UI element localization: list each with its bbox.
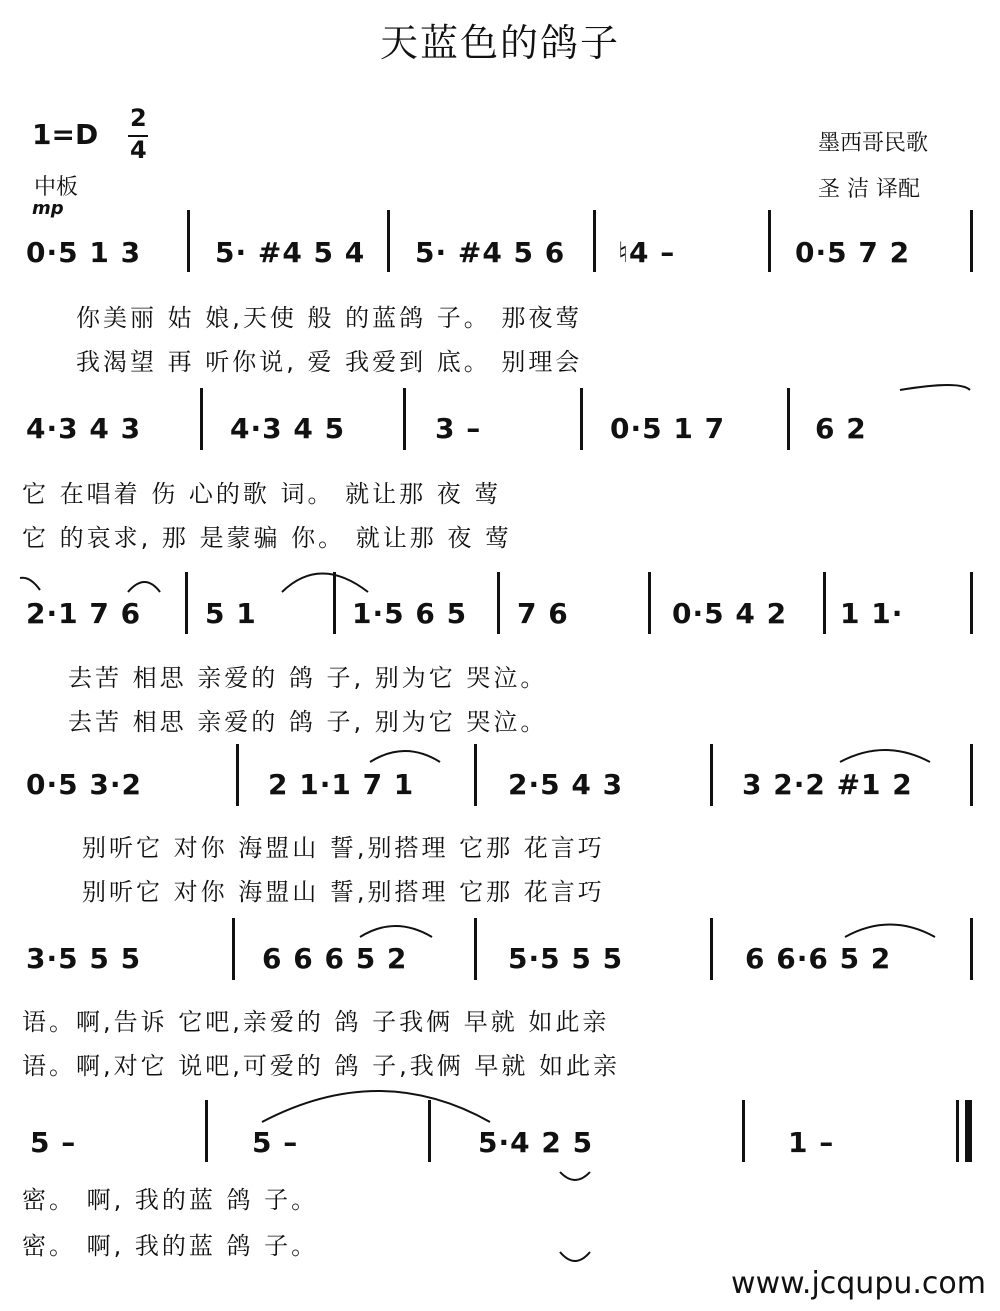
measure: 0·5 1 3 xyxy=(26,236,142,269)
measure: 0·5 3·2 xyxy=(26,768,142,801)
time-signature-bottom: 4 xyxy=(130,136,147,164)
lyric-line: 密。 啊, 我的蓝 鸽 子。 xyxy=(22,1186,319,1214)
slur xyxy=(370,751,440,762)
slur xyxy=(262,1091,490,1122)
measure: 0·5 4 2 xyxy=(672,597,788,630)
slur xyxy=(900,385,970,390)
lyric-slur xyxy=(560,1252,590,1261)
watermark: www.jcqupu.com xyxy=(731,1266,986,1301)
measure: ♮4 – xyxy=(618,236,676,269)
measure: 6 2 xyxy=(815,412,867,445)
lyric-line: 语。啊,对它 说吧,可爱的 鸽 子,我俩 早就 如此亲 xyxy=(22,1052,621,1080)
measure: 4·3 4 3 xyxy=(26,412,142,445)
lyric-line: 你美丽 姑 娘,天使 般 的蓝鸽 子。 那夜莺 xyxy=(76,304,583,332)
lyric-slur xyxy=(560,1172,590,1180)
credit-origin: 墨西哥民歌 xyxy=(818,131,929,156)
measure: 6 6·6 5 2 xyxy=(745,942,892,975)
measure: 5· #4 5 6 xyxy=(415,236,566,269)
slur xyxy=(840,750,930,762)
credit-translator: 圣 洁 译配 xyxy=(818,177,920,202)
measure: 3 2·2 #1 2 xyxy=(742,768,913,801)
lyric-line: 别听它 对你 海盟山 誓,别搭理 它那 花言巧 xyxy=(82,878,605,906)
lyric-line: 去苦 相思 亲爱的 鸽 子, 别为它 哭泣。 xyxy=(68,664,548,692)
measure: 3·5 5 5 xyxy=(26,942,142,975)
lyric-line: 我渴望 再 听你说, 爱 我爱到 底。 别理会 xyxy=(76,348,583,376)
measure: 7 6 xyxy=(517,597,569,630)
slur xyxy=(282,574,368,593)
lyric-line: 去苦 相思 亲爱的 鸽 子, 别为它 哭泣。 xyxy=(68,708,548,736)
measure: 0·5 7 2 xyxy=(795,236,911,269)
slur xyxy=(20,578,40,590)
measure: 5·5 5 5 xyxy=(508,942,624,975)
dynamic-marking: mp xyxy=(32,198,64,219)
measure: 1·5 6 5 xyxy=(352,597,468,630)
key-signature: 1=D xyxy=(32,118,99,151)
measure: 2 1·1 7 1 xyxy=(268,768,415,801)
measure: 5·4 2 5 xyxy=(478,1126,594,1159)
time-signature-top: 2 xyxy=(130,104,147,132)
measure: 5 1 xyxy=(205,597,257,630)
lyric-line: 别听它 对你 海盟山 誓,别搭理 它那 花言巧 xyxy=(82,834,605,862)
slur xyxy=(845,925,935,938)
measure: 1 1· xyxy=(840,597,904,630)
measure: 4·3 4 5 xyxy=(230,412,346,445)
measure: 5 – xyxy=(252,1126,299,1159)
lyric-line: 语。啊,告诉 它吧,亲爱的 鸽 子我俩 早就 如此亲 xyxy=(22,1008,610,1036)
measure: 5 – xyxy=(30,1126,77,1159)
lyric-line: 它 的哀求, 那 是蒙骗 你。 就让那 夜 莺 xyxy=(22,524,513,552)
song-title: 天蓝色的鸽子 xyxy=(379,21,620,65)
slur xyxy=(128,582,160,592)
lyric-line: 密。 啊, 我的蓝 鸽 子。 xyxy=(22,1232,319,1260)
measure: 6 6 6 5 2 xyxy=(262,942,408,975)
tempo-marking: 中板 xyxy=(34,175,79,200)
slur xyxy=(360,926,432,937)
measure: 3 – xyxy=(435,412,482,445)
measure: 1 – xyxy=(788,1126,835,1159)
measure: 5· #4 5 4 xyxy=(215,236,366,269)
measure: 0·5 1 7 xyxy=(610,412,726,445)
measure: 2·1 7 6 xyxy=(26,597,142,630)
lyric-line: 它 在唱着 伤 心的歌 词。 就让那 夜 莺 xyxy=(22,480,502,508)
measure: 2·5 4 3 xyxy=(508,768,624,801)
